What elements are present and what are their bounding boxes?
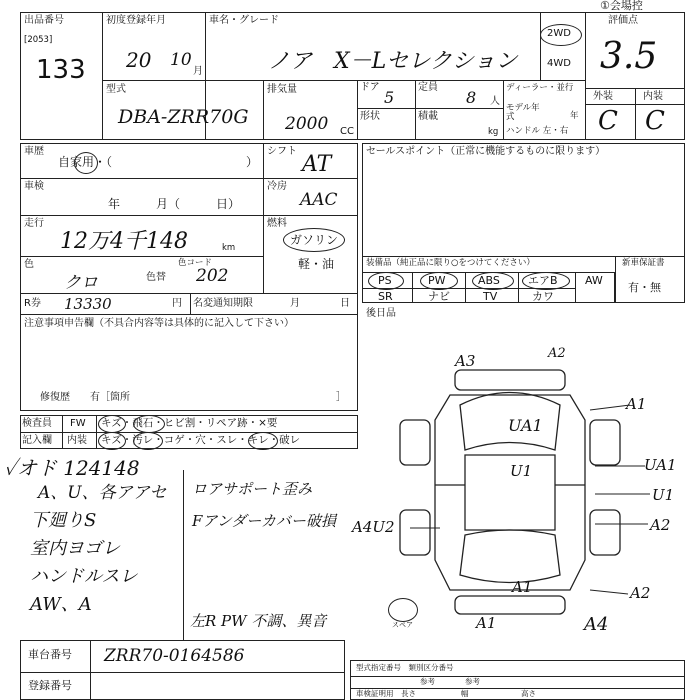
equip-navi: ナビ (428, 290, 450, 303)
month-unit: 月 (193, 66, 203, 77)
equip-leather: カワ (532, 290, 554, 303)
ac-label: 冷房 (267, 181, 287, 192)
fw-items: キズ・飛石・ヒビ割・リペア跡・×要 (101, 417, 278, 429)
damage-ua1-right: UA1 (644, 456, 677, 474)
office-copy-fragment: ①会場控 (600, 0, 643, 12)
displacement-label: 排気量 (267, 84, 297, 95)
first-reg-month: 10 (170, 50, 192, 70)
year-unit: 年 (570, 111, 579, 121)
damage-a4u2: A4U2 (352, 518, 395, 536)
damage-u1-roof: U1 (510, 462, 533, 480)
capacity-label: 定員 (418, 82, 438, 93)
car-name: ノア X－Lセレクション (268, 49, 518, 74)
note-handle: ハンドルスレ (30, 566, 138, 587)
notes-label: 注意事項申告欄（不具合内容等は具体的に記入して下さい） (24, 318, 294, 329)
rating-label: 評価点 (608, 15, 638, 26)
reg-label: 登録番号 (28, 679, 72, 692)
damage-a2-top: A2 (548, 346, 566, 361)
fw-label: FW (70, 418, 86, 429)
equip-sr: SR (378, 290, 393, 303)
repair-label: 修復歴 有［箇所 (40, 392, 130, 403)
equip-airbag: エアB (528, 274, 558, 287)
note-odo: ✓オド 124148 (4, 456, 140, 480)
spare-label: スペア (392, 621, 413, 629)
inspection-label: 車検 (24, 181, 44, 192)
lot-number: 133 (36, 55, 86, 85)
damage-a4: A4 (584, 614, 609, 635)
shape-label: 形状 (360, 111, 380, 122)
damage-ua1-hood: UA1 (508, 416, 543, 435)
history-close: ） (246, 155, 259, 169)
lot-sub: [2053] (24, 35, 53, 45)
fuel: ガソリン (290, 233, 339, 247)
chassis-number: ZRR70-0164586 (104, 646, 245, 666)
equip-tv: TV (483, 290, 498, 303)
chassis-label: 車台番号 (28, 648, 72, 661)
equip-pw: PW (428, 274, 446, 287)
load-unit: kg (488, 127, 499, 137)
lot-label: 出品番号 (24, 15, 64, 26)
drive-4wd: 4WD (547, 58, 571, 69)
door: 5 (384, 88, 395, 107)
yen-unit: 円 (172, 298, 182, 309)
fuel-alt: 軽・油 (298, 257, 335, 271)
displacement-unit: CC (340, 126, 354, 137)
equip-ps: PS (378, 274, 392, 287)
color-change-label: 色替 (146, 272, 166, 283)
ac: AAC (300, 190, 338, 210)
name-change-month: 月 (290, 298, 300, 309)
first-reg-label: 初度登録年月 (106, 15, 166, 26)
history-label: 車歴 (24, 146, 44, 157)
damage-a1-right: A1 (626, 395, 647, 413)
handle-label: ハンドル 左・右 (506, 126, 569, 136)
grid-row: 車検証明用 長さ 幅 高さ (356, 689, 536, 698)
note-under: 下廻りS (30, 510, 97, 531)
color-code-label: 色コード (178, 258, 213, 268)
model-year-label: モデル年式 (506, 103, 540, 123)
damage-a1-bottom: A1 (476, 614, 497, 632)
mileage-label: 走行 (24, 218, 44, 229)
entry-label: 記入欄 (22, 435, 52, 446)
note-pw: 左R PW 不調、異音 (190, 612, 327, 630)
warranty-label: 新車保証書 (622, 258, 665, 268)
load-label: 積載 (418, 111, 438, 122)
color-code: 202 (196, 266, 229, 286)
exterior-grade: C (598, 106, 618, 136)
grid-ref: 参考 参考 (420, 677, 480, 686)
color-label: 色 (24, 259, 34, 270)
grid-title: 型式指定番号 類別区分番号 (356, 663, 454, 672)
drive-2wd: 2WD (547, 28, 571, 39)
damage-a2-right: A2 (650, 516, 671, 534)
displacement: 2000 (285, 114, 329, 134)
model-label: 型式 (106, 84, 126, 95)
capacity-unit: 人 (490, 96, 500, 107)
mileage: 12万4千148 (60, 229, 188, 254)
interior-tag: 内装 (67, 435, 87, 446)
model: DBA-ZRR70G (118, 106, 249, 128)
recycle-label: R券 (24, 298, 41, 309)
exterior-label: 外装 (593, 91, 613, 102)
inspector-label: 検査員 (22, 418, 52, 429)
capacity: 8 (466, 88, 477, 107)
repair-close: ］ (336, 392, 346, 403)
note-interior: 室内ヨゴレ (30, 538, 120, 559)
color: クロ (64, 273, 98, 293)
damage-u1-right: U1 (652, 486, 675, 504)
damage-a2-lower: A2 (630, 584, 651, 602)
note-lower-support: ロアサポート歪み (192, 480, 313, 498)
shift-label: シフト (267, 146, 297, 157)
note-au: A、U、各アアセ (38, 483, 167, 503)
name-change-label: 名変通知期限 (193, 298, 253, 309)
equipment-label: 装備品（純正品に限り○をつけてください） (366, 258, 535, 268)
interior-items: キズ・汚レ・コゲ・穴・スレ・キレ・破レ (101, 434, 301, 446)
rating: 3.5 (600, 36, 658, 77)
dealer-label: ディーラー・並行 (506, 83, 574, 93)
damage-a1-rear: A1 (512, 578, 533, 596)
history-value: 自家用・（ (58, 155, 113, 169)
note-under-cover: Fアンダーカバー破損 (192, 512, 336, 530)
name-change-day: 日 (340, 298, 350, 309)
mileage-unit: km (222, 243, 236, 253)
sales-point-label: セールスポイント（正常に機能するものに限ります） (366, 146, 606, 157)
note-aw: AW、A (30, 594, 92, 615)
door-label: ドア (360, 82, 380, 93)
warranty: 有・無 (628, 281, 661, 294)
recycle-value: 13330 (64, 295, 112, 313)
interior-grade: C (645, 106, 665, 136)
inspection-value: 年 月（ 日） (108, 197, 241, 211)
rear-seat-label: 後日品 (366, 308, 396, 319)
interior-label: 内装 (643, 91, 663, 102)
car-name-label: 車名・グレード (209, 15, 279, 26)
equip-aw: AW (585, 274, 603, 287)
shift: AT (302, 152, 332, 177)
equip-abs: ABS (478, 274, 500, 287)
first-reg-year: 20 (126, 48, 152, 72)
fuel-label: 燃料 (267, 218, 287, 229)
damage-a3: A3 (455, 352, 476, 370)
